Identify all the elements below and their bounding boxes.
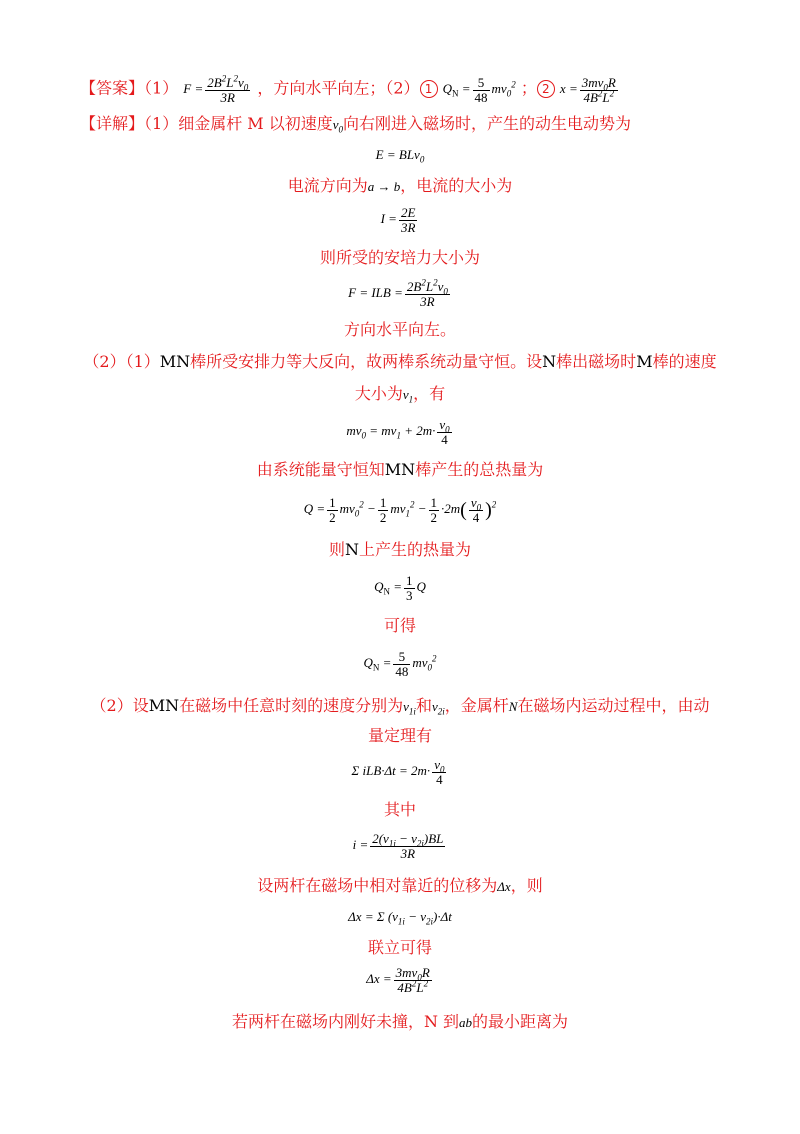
answer-sep: ； [520, 78, 537, 98]
part3-line1: （2）设MN在磁场中任意时刻的速度分别为$v_{1i}$和$v_{2i}$，金属杆N在磁场内运动过程中，由动 [90, 696, 710, 717]
formula-heat-n: $Q_N$ = $\frac{1}{3}$ Q [374, 573, 426, 603]
energy-text: 由系统能量守恒知MN棒产生的总热量为 [256, 460, 544, 479]
answer-part2: （2） [385, 78, 420, 98]
part2-line1: （2）（1）MN棒所受安排力等大反向，故两棒系统动量守恒。设N棒出磁场时M棒的速度 [83, 352, 717, 371]
final-text: 若两杆在磁场内刚好未撞，N 到ab的最小距离为 [231, 1012, 569, 1031]
answer-part1: （1） [144, 78, 179, 98]
detail-tag: 【详解】 [80, 114, 145, 133]
current-direction: 电流方向为a → b，电流的大小为 [287, 176, 513, 195]
combine-text: 联立可得 [367, 938, 432, 957]
formula-momentum: $mv_0 = mv_1 + 2m\cdot$ $\frac{v_0}{4}$ [346, 417, 450, 447]
part2-line2: 大小为$v_1$，有 [354, 384, 446, 405]
formula-i: i = $\frac{2(v_{1i} - v_{2i})BL}{3R}$ [352, 831, 444, 861]
where-text: 其中 [383, 800, 416, 819]
force-direction-text: 方向水平向左。 [343, 320, 456, 339]
answer-formula-distance: x = $\frac{3mv_0R}{4B^2L^2}$ [559, 75, 616, 105]
heat-text: 则N上产生的热量为 [328, 540, 472, 559]
answer-formula-heat: $Q_N$ = $\frac{5}{48}$ $mv_0^2$ [442, 75, 516, 105]
displacement-text: 设两杆在磁场中相对靠近的位移为Δx，则 [257, 876, 543, 895]
detail-intro-text2: 向右刚进入磁场时，产生的动生电动势为 [343, 114, 632, 133]
circled-number-1: 1 [420, 80, 438, 98]
answer-line [80, 73, 620, 105]
formula-displacement-sum: Δx = Σ $(v_{1i} - v_{2i})\cdot\Delta t$ [348, 909, 452, 927]
detail-intro [80, 114, 631, 135]
symbol-v0: $v_0$ [332, 117, 344, 135]
formula-impulse: Σ iLB·Δt = 2m· $\frac{v_0}{4}$ [351, 757, 445, 787]
formula-displacement-result: Δx = $\frac{3mv_0R}{4B^2L^2}$ [366, 965, 430, 995]
formula-force: F = ILB = $\frac{2B^2L^2v_0}{3R}$ [348, 277, 448, 309]
detail-intro-text: （1）细金属杆 M 以初速度 [144, 114, 333, 133]
formula-energy: Q = $\frac{1}{2}$ $mv_0^2$ − $\frac{1}{2}$ $mv_1^2$ − $\frac{1}{2}$ ·2m( $\frac{v_0}{4}$ )$^2$ [303, 495, 497, 525]
formula-heat-result: $Q_N$ = $\frac{5}{48}$ $mv_0^2$ [363, 649, 437, 679]
force-size-text: 则所受的安培力大小为 [319, 248, 480, 267]
formula-emf: E = BLv$_0$ [375, 147, 425, 165]
answer-formula-force: F = $\frac{2B^2L^2v_0}{3R}$ [183, 73, 249, 105]
answer-tag: 【答案】 [80, 78, 145, 98]
circled-number-2: 2 [537, 80, 555, 98]
answer-direction: ，方向水平向左； [257, 78, 386, 98]
formula-current: I = $\frac{2E}{3R}$ [380, 205, 416, 235]
part3-line2: 量定理有 [367, 726, 432, 745]
get-text-1: 可得 [383, 616, 416, 635]
